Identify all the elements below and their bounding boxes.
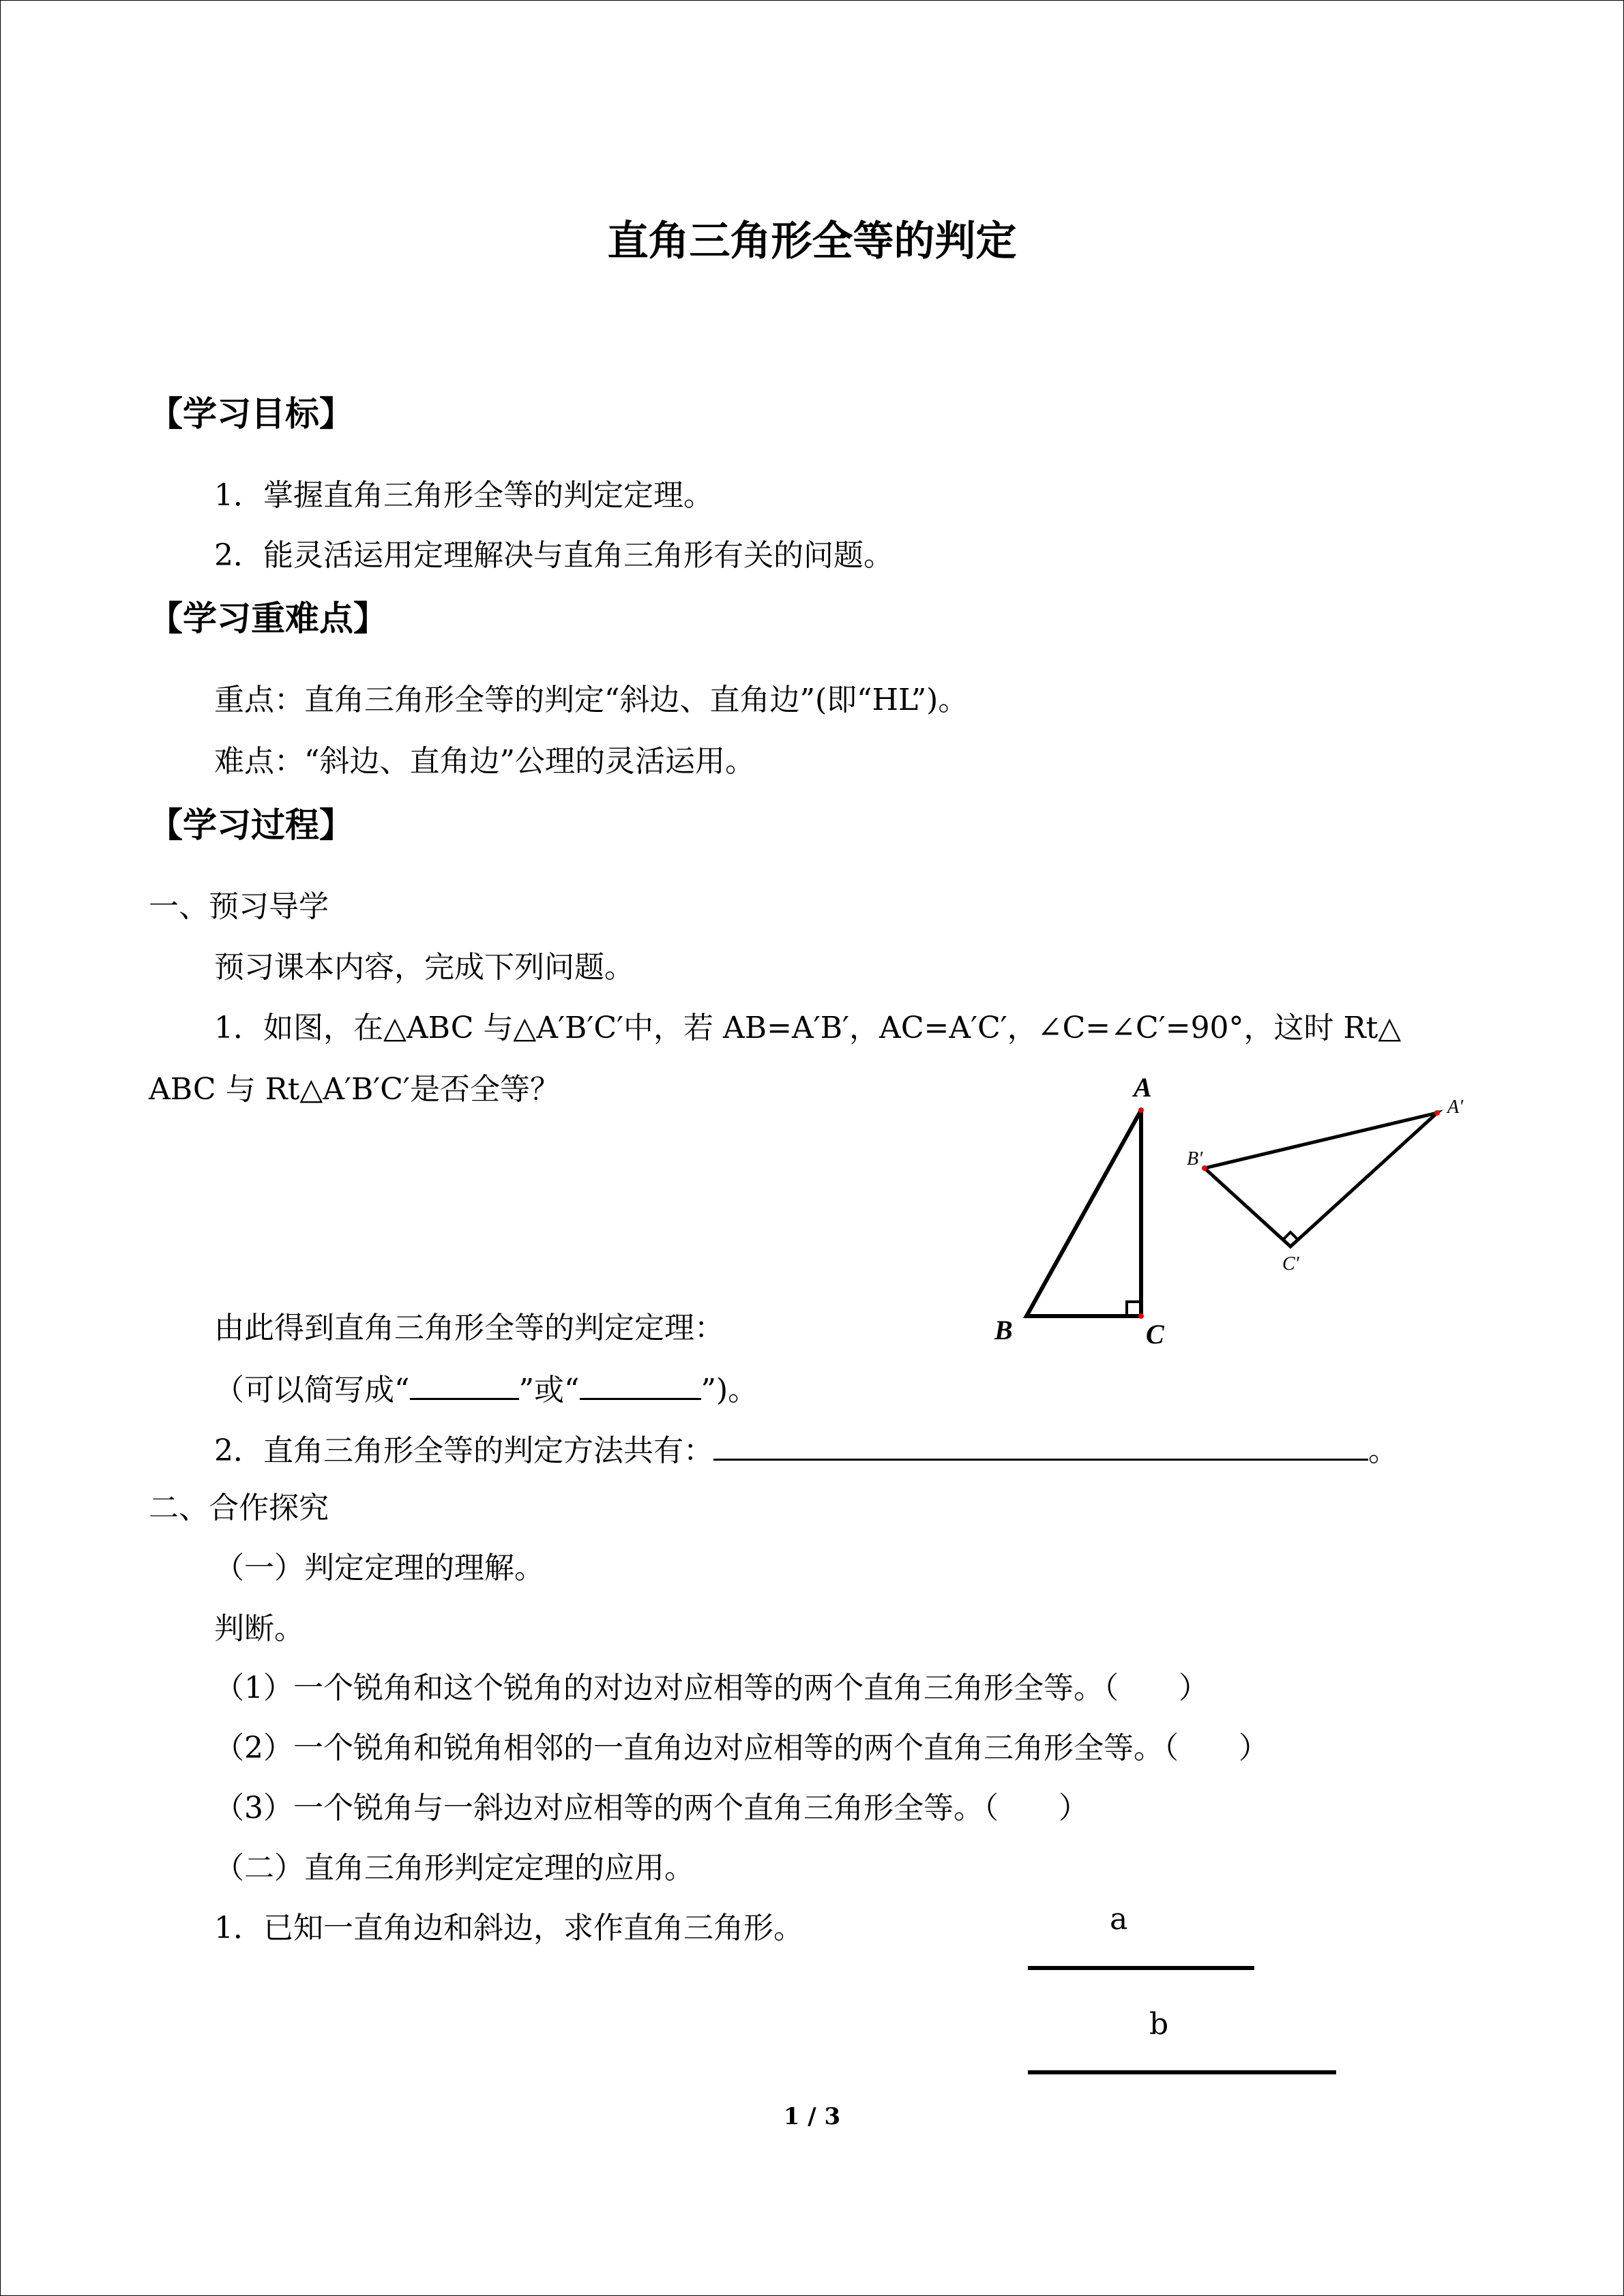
difficulty-text: 难点：“斜边、直角边”公理的灵活运用。 — [214, 744, 755, 779]
theorem-line: 由此得到直角三角形全等的判定定理： — [214, 1311, 724, 1345]
part2-heading: 二、合作探究 — [149, 1491, 329, 1525]
segment-b-line — [1028, 2070, 1336, 2074]
short-form-suffix: ”)。 — [700, 1373, 758, 1407]
part1-heading: 一、预习导学 — [149, 889, 329, 924]
process-heading: 【学习过程】 — [149, 805, 353, 845]
triangle-abc — [994, 1072, 1165, 1350]
short-form-blank-2[interactable] — [580, 1368, 701, 1400]
segment-a-line — [1028, 1966, 1254, 1970]
question-1-line-2: ABC 与 Rt△A′B′C′是否全等？ — [149, 1072, 560, 1107]
subsection-1-title: （一）判定定理的理解。 — [214, 1551, 544, 1585]
part1-intro: 预习课本内容，完成下列问题。 — [214, 950, 634, 985]
short-form-line — [214, 1368, 758, 1411]
label-b-prime: B′ — [1187, 1148, 1203, 1169]
key-point-text: 重点：直角三角形全等的判定“斜边、直角边”(即“HL”)。 — [214, 683, 969, 717]
question-2-text: 2．直角三角形全等的判定方法共有： — [214, 1433, 713, 1468]
question-2-blank[interactable] — [713, 1429, 1368, 1461]
label-a-prime: A′ — [1447, 1097, 1464, 1118]
subsection-2-title: （二）直角三角形判定定理的应用。 — [214, 1851, 694, 1885]
judgement-3: （3）一个锐角与一斜边对应相等的两个直角三角形全等。（ ） — [214, 1791, 1089, 1825]
application-1: 1．已知一直角边和斜边，求作直角三角形。 — [214, 1911, 803, 1945]
triangle-a-prime-b-prime-c-prime — [1187, 1097, 1464, 1274]
key-points-heading: 【学习重难点】 — [149, 599, 387, 638]
question-2-end: 。 — [1368, 1433, 1398, 1468]
question-1-line-1: 1．如图，在△ABC 与△A′B′C′中，若 AB=A′B′，AC=A′C′，∠C=∠C′=90°，这时 Rt△ — [214, 1011, 1402, 1045]
segment-a-label: a — [1110, 1902, 1128, 1937]
question-2-line — [214, 1429, 1398, 1472]
judge-label: 判断。 — [214, 1611, 304, 1646]
label-c: C — [1146, 1319, 1164, 1350]
short-form-prefix: （可以简写成“ — [214, 1373, 410, 1407]
judgement-2: （2）一个锐角和锐角相邻的一直角边对应相等的两个直角三角形全等。（ ） — [214, 1731, 1269, 1765]
judgement-1: （1）一个锐角和这个锐角的对边对应相等的两个直角三角形全等。（ ） — [214, 1671, 1209, 1705]
goal-item-2: 2．能灵活运用定理解决与直角三角形有关的问题。 — [214, 538, 894, 573]
goals-heading: 【学习目标】 — [149, 394, 353, 434]
goal-item-1: 1．掌握直角三角形全等的判定定理。 — [214, 478, 713, 513]
segment-b-label: b — [1149, 2007, 1169, 2042]
page-number: 1 / 3 — [783, 2103, 841, 2130]
short-form-mid: ”或“ — [518, 1373, 580, 1407]
triangle-figure — [982, 1064, 1487, 1364]
page-title: 直角三角形全等的判定 — [607, 218, 1017, 265]
short-form-blank-1[interactable] — [410, 1368, 519, 1400]
label-c-prime: C′ — [1282, 1253, 1299, 1274]
label-a: A — [1134, 1072, 1152, 1103]
label-b: B — [994, 1315, 1013, 1345]
